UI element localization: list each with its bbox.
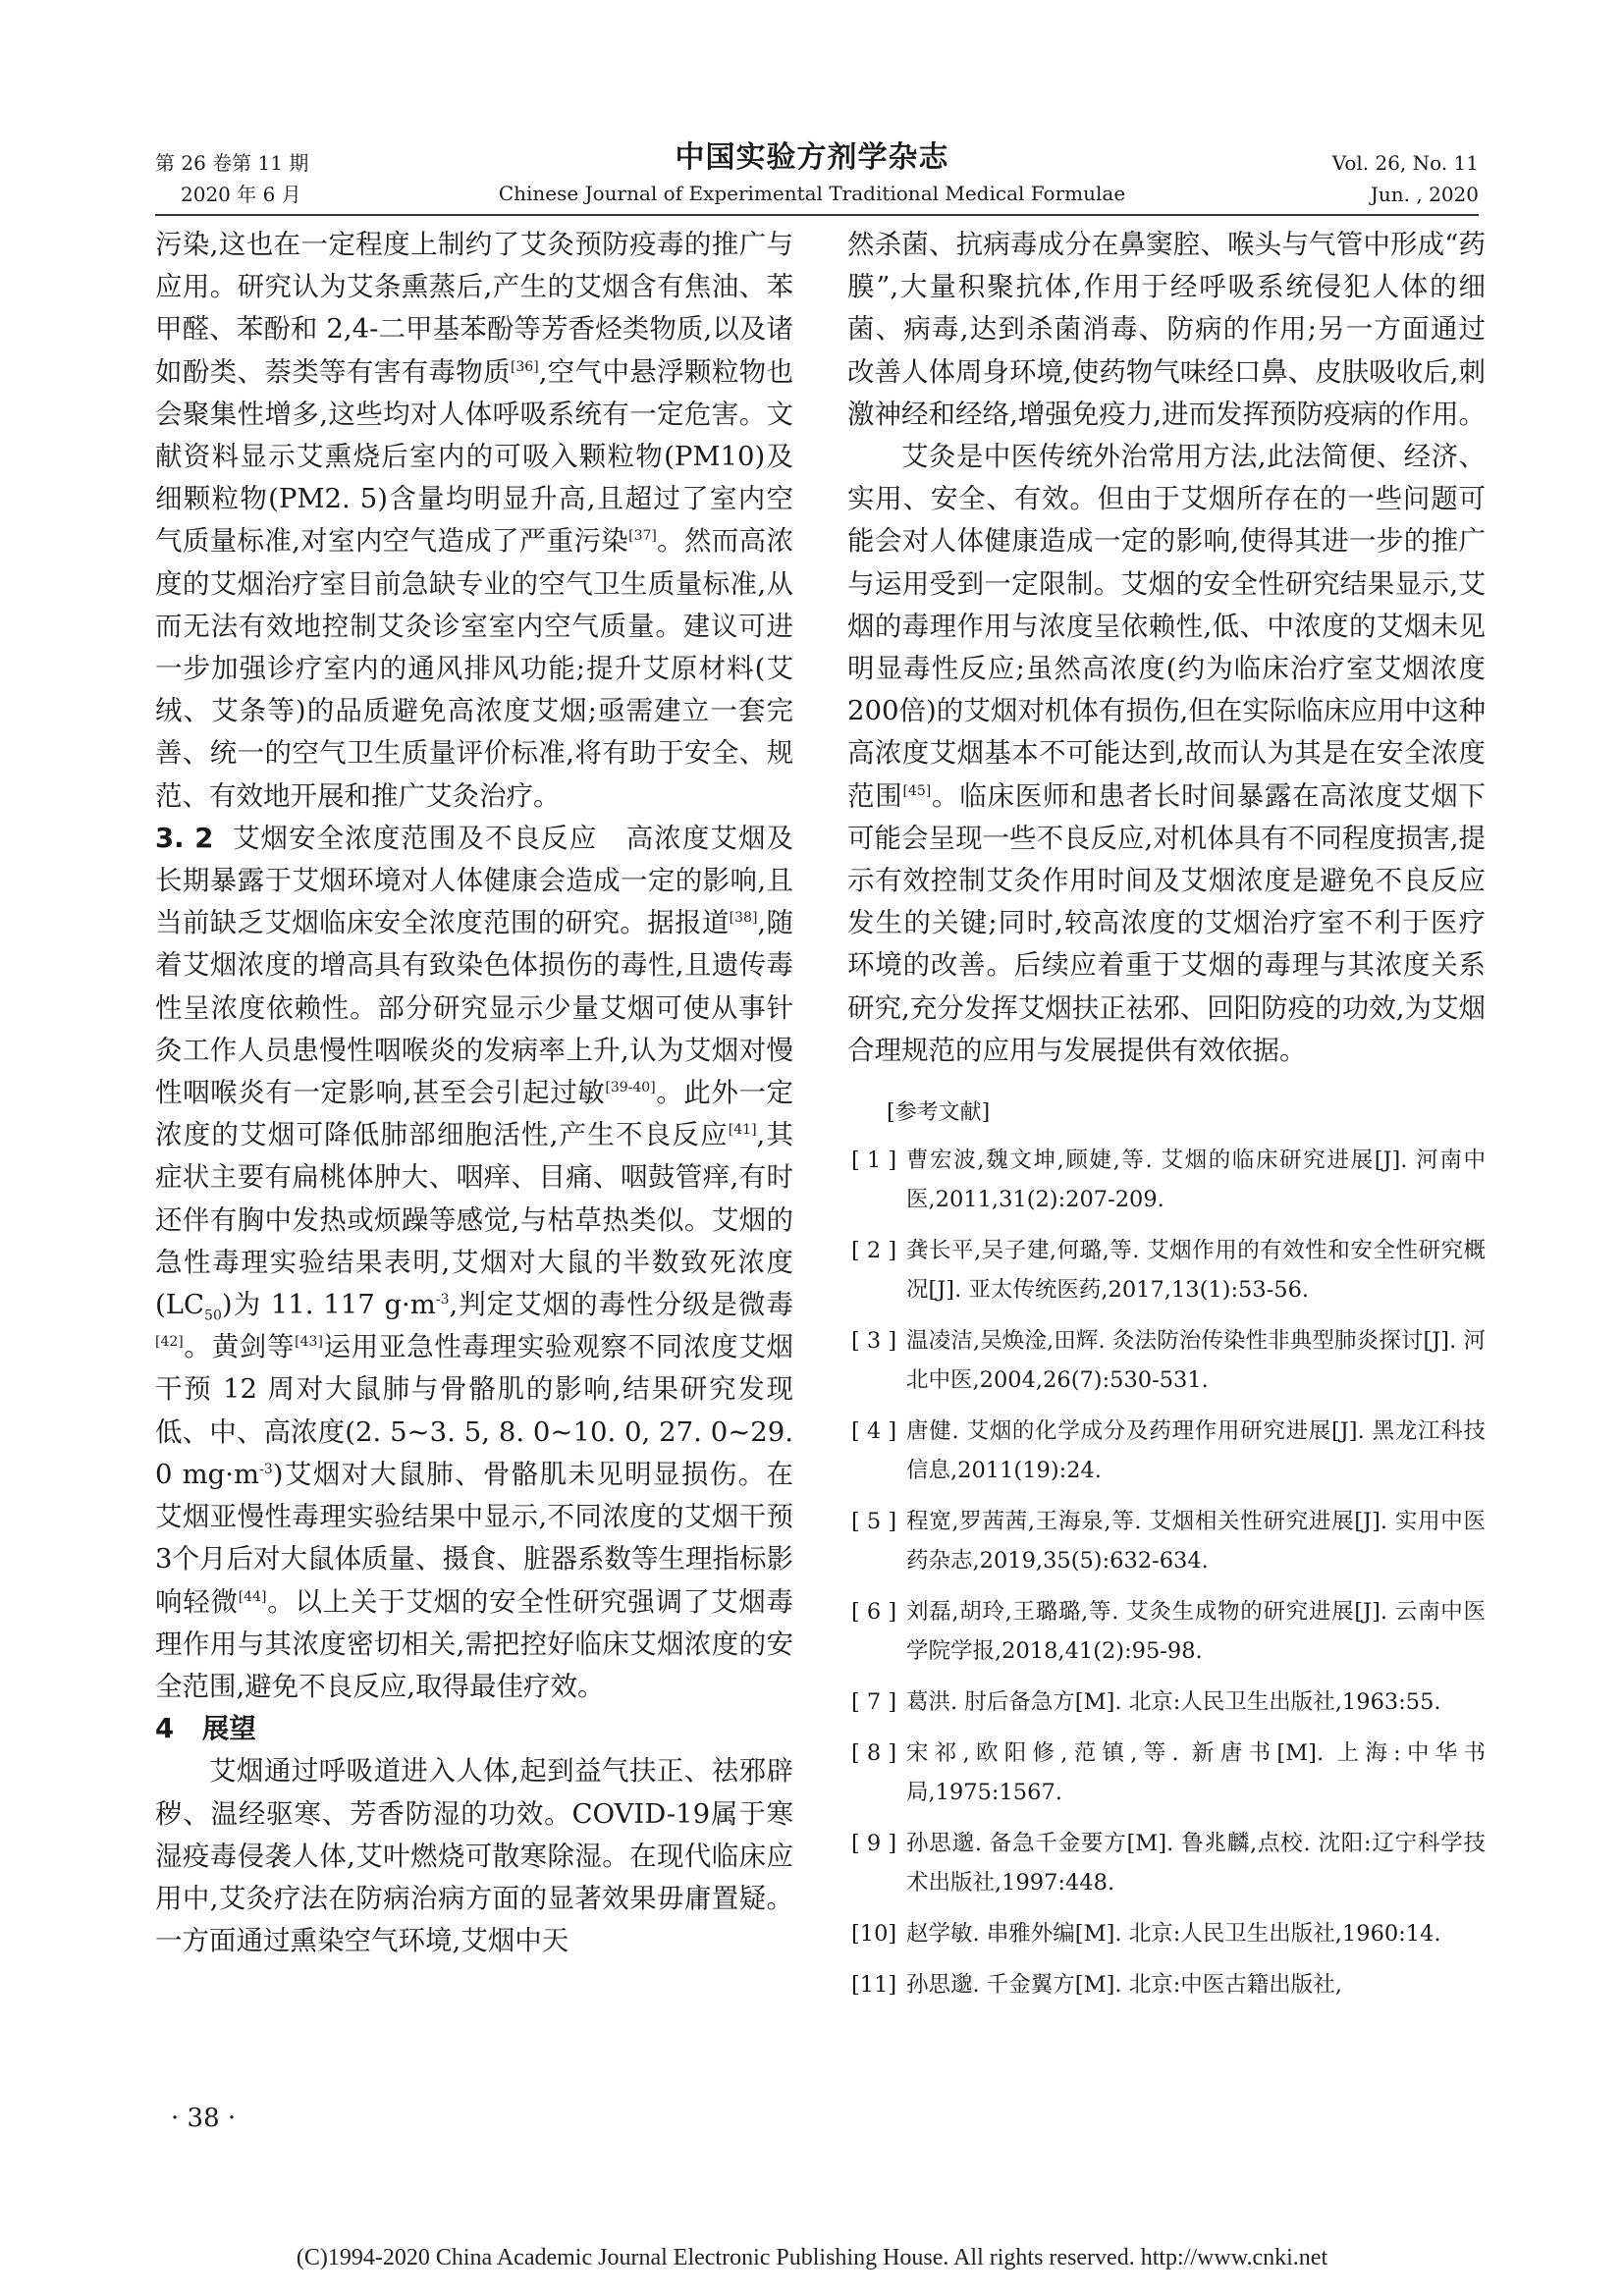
citation: [42]	[155, 1334, 184, 1351]
reference-number: [ 9 ]	[851, 1831, 897, 1857]
reference-item	[847, 1321, 1486, 1400]
text-run: ,空气中悬浮颗粒物也会聚集性增多,这些均对人体呼吸系统有一定危害。文献资料显示艾熏烧后室内的可吸入颗粒物(PM10)及细颗粒物(PM2. 5)含量均明显升高,且超过了室内空气质量标准,对室内空气造成了严重污染	[155, 355, 793, 558]
exponent: -3	[259, 1461, 273, 1477]
header-volume-en: Vol. 26, No. 11	[1331, 151, 1479, 175]
header-center	[432, 137, 1192, 208]
citation: [39-40]	[605, 1079, 656, 1095]
citation: [36]	[510, 358, 539, 375]
header-rule	[155, 214, 1479, 216]
reference-text: 孙思邈. 千金翼方[M]. 北京:中医古籍出版社,	[906, 1972, 1342, 1999]
reference-text: 曹宏波,魏文坤,顾婕,等. 艾烟的临床研究进展[J]. 河南中医,2011,31(2):207-209.	[906, 1148, 1486, 1213]
header-left	[155, 147, 308, 210]
text-run: 。黄剑等	[183, 1331, 296, 1363]
header-right	[1332, 147, 1479, 210]
reference-item	[847, 1592, 1486, 1671]
reference-text: 温凌洁,吴焕淦,田辉. 灸法防治传染性非典型肺炎探讨[J]. 河北中医,2004,26(7):530-531.	[906, 1328, 1486, 1394]
section-title: 展望	[201, 1713, 256, 1745]
reference-text: 宋祁,欧阳修,范镇,等. 新唐书[M]. 上海:中华书局,1975:1567.	[906, 1740, 1486, 1806]
reference-number: [ 2 ]	[851, 1238, 897, 1264]
section-3-2-paragraph	[155, 818, 793, 1708]
citation: [38]	[729, 910, 758, 927]
reference-item	[847, 1412, 1486, 1490]
reference-number: [ 8 ]	[851, 1740, 897, 1767]
reference-item	[847, 1734, 1486, 1812]
reference-number: [ 3 ]	[851, 1328, 897, 1355]
text-run: 。以上关于艾烟的安全性研究强调了艾烟毒理作用与其浓度密切相关,需把控好临床艾烟浓度的安全范围,避免不良反应,取得最佳疗效。	[155, 1585, 794, 1702]
reference-number: [11]	[851, 1972, 897, 1999]
text-run: )艾烟对大鼠肺、骨骼肌未见明显损伤。在艾烟亚慢性毒理实验结果中显示,不同浓度的艾烟干预3个月后对大鼠体质量、摄食、脏器系数等生理指标影响轻微	[155, 1458, 793, 1618]
citation: [44]	[238, 1588, 267, 1605]
page-number: · 38 ·	[171, 2104, 237, 2133]
journal-title-en: Chinese Journal of Experimental Traditional Medical Formulae	[498, 182, 1126, 205]
header-date-en: Jun. , 2020	[1370, 183, 1479, 206]
citation: [37]	[628, 528, 657, 545]
text-run: 。临床医师和患者长时间暴露在高浓度艾烟下可能会呈现一些不良反应,对机体具有不同程度损害,提示有效控制艾灸作用时间及艾烟浓度是避免不良反应发生的关键;同时,较高浓度的艾烟治疗室不利于医疗环境的改善。后续应着重于艾烟的毒理与其浓度关系研究,充分发挥艾烟扶正祛邪、回阳防疫的功效,为艾烟合理规范的应用与发展提供有效依据。	[847, 779, 1487, 1066]
reference-list	[847, 1141, 1486, 2004]
text-run: 。此外一定浓度的艾烟可降低肺部细胞活性,产生不良反应	[155, 1077, 794, 1151]
text-run: 运用亚急性毒理实验观察不同浓度艾烟干预 12 周对大鼠肺与骨骼肌的影响,结果研究发现低、中、高浓度(2. 5~3. 5, 8. 0~10. 0, 27. 0~29. 0 mg·m	[155, 1331, 794, 1490]
reference-text: 赵学敏. 串雅外编[M]. 北京:人民卫生出版社,1960:14.	[906, 1921, 1441, 1948]
reference-item	[847, 1914, 1486, 1953]
reference-item	[847, 1502, 1486, 1580]
left-column	[155, 224, 793, 1962]
section-number: 4	[155, 1713, 175, 1745]
reference-item	[847, 1965, 1486, 2004]
reference-number: [ 6 ]	[851, 1599, 897, 1626]
reference-text: 龚长平,吴子建,何璐,等. 艾烟作用的有效性和安全性研究概况[J]. 亚太传统医药,2017,13(1):53-56.	[906, 1238, 1486, 1304]
reference-item	[847, 1231, 1486, 1309]
exponent: -3	[435, 1291, 450, 1308]
subscript: 50	[204, 1308, 222, 1324]
reference-number: [ 7 ]	[851, 1689, 897, 1716]
section-number: 3. 2	[155, 822, 214, 854]
text-run: 污染,这也在一定程度上制约了艾灸预防疫毒的推广与应用。研究认为艾条熏蒸后,产生的艾烟含有焦油、苯甲醛、苯酚和 2,4-二甲基苯酚等芳香烃类物质,以及诸如酚类、萘类等有害有毒物质	[155, 229, 793, 388]
paragraph-outlook-continued: 然杀菌、抗病毒成分在鼻窦腔、喉头与气管中形成“药膜”,大量积聚抗体,作用于经呼吸系统侵犯人体的细菌、病毒,达到杀菌消毒、防病的作用;另一方面通过改善人体周身环境,使药物气味经口鼻、皮肤吸收后,刺激神经和经络,增强免疫力,进而发挥预防疫病的作用。	[847, 229, 1486, 430]
paragraph-outlook: 艾烟通过呼吸道进入人体,起到益气扶正、祛邪辟秽、温经驱寒、芳香防湿的功效。COVID-19属于寒湿疫毒侵袭人体,艾叶燃烧可散寒除湿。在现代临床应用中,艾灸疗法在防病治病方面的显著效果毋庸置疑。一方面通过熏染空气环境,艾烟中天	[155, 1755, 793, 1957]
header-volume-issue: 第 26 卷第 11 期	[155, 151, 309, 175]
reference-text: 葛洪. 肘后备急方[M]. 北京:人民卫生出版社,1963:55.	[906, 1689, 1441, 1716]
text-run: 。然而高浓度的艾烟治疗室目前急缺专业的空气卫生质量标准,从而无法有效地控制艾灸诊室室内空气质量。建议可进一步加强诊疗室内的通风排风功能;提升艾原材料(艾绒、艾条等)的品质避免高浓度艾烟;亟需建立一套完善、统一的空气卫生质量评价标准,将有助于安全、规范、有效地开展和推广艾灸治疗。	[155, 525, 793, 812]
paragraph-conclusion	[847, 436, 1486, 1072]
right-column	[847, 224, 1486, 2016]
reference-text: 刘磊,胡玲,王璐璐,等. 艾灸生成物的研究进展[J]. 云南中医学院学报,2018,41(2):95-98.	[906, 1599, 1486, 1665]
text-run: 艾灸是中医传统外治常用方法,此法简便、经济、实用、安全、有效。但由于艾烟所存在的一些问题可能会对人体健康造成一定的影响,使得其进一步的推广与运用受到一定限制。艾烟的安全性研究结果显示,艾烟的毒理作用与浓度呈依赖性,低、中浓度的艾烟未见明显毒性反应;虽然高浓度(约为临床治疗室艾烟浓度200倍)的艾烟对机体有损伤,但在实际临床应用中这种高浓度艾烟基本不可能达到,故而认为其是在安全浓度范围	[847, 441, 1486, 812]
reference-item	[847, 1141, 1486, 1219]
text-run: ,判定艾烟的毒性分级是微毒	[449, 1289, 793, 1321]
reference-text: 孙思邈. 备急千金要方[M]. 鲁兆麟,点校. 沈阳:辽宁科学技术出版社,1997:448.	[906, 1831, 1486, 1896]
section-4-heading	[155, 1708, 793, 1750]
reference-text: 程宽,罗茜茜,王海泉,等. 艾烟相关性研究进展[J]. 实用中医药杂志,2019,35(5):632-634.	[906, 1509, 1486, 1575]
reference-number: [ 1 ]	[851, 1148, 897, 1174]
reference-number: [ 4 ]	[851, 1418, 897, 1445]
reference-number: [10]	[851, 1921, 897, 1948]
reference-number: [ 5 ]	[851, 1509, 897, 1535]
reference-item	[847, 1824, 1486, 1902]
citation: [45]	[902, 782, 932, 799]
section-title: 艾烟安全浓度范围及不良反应	[232, 822, 598, 854]
header-date: 2020 年 6 月	[181, 183, 301, 206]
reference-text: 唐健. 艾烟的化学成分及药理作用研究进展[J]. 黑龙江科技信息,2011(19):24.	[906, 1418, 1486, 1484]
journal-title-zh: 中国实验方剂学杂志	[675, 140, 949, 175]
references-title: [参考文献]	[887, 1100, 991, 1126]
paragraph-pollution	[155, 224, 793, 818]
text-run: )为 11. 117 g·m	[221, 1289, 436, 1321]
citation: [43]	[295, 1334, 323, 1351]
text-run: ,其症状主要有扁桃体肿大、咽痒、目痛、咽鼓管痒,有时还伴有胸中发热或烦躁等感觉,与枯草热类似。艾烟的急性毒理实验结果表明,艾烟对大鼠的半数致死浓度(LC	[155, 1119, 793, 1321]
reference-item	[847, 1682, 1486, 1722]
text-run: ,随着艾烟浓度的增高具有致染色体损伤的毒性,且遗传毒性呈浓度依赖性。部分研究显示少量艾烟可使从事针灸工作人员患慢性咽喉炎的发病率上升,认为艾烟对慢性咽喉炎有一定影响,甚至会引起过敏	[155, 907, 794, 1109]
citation: [41]	[728, 1122, 757, 1139]
text-run: 高浓度艾烟及长期暴露于艾烟环境对人体健康会造成一定的影响,且当前缺乏艾烟临床安全浓度范围的研究。据报道	[155, 822, 794, 939]
copyright-footer: (C)1994-2020 China Academic Journal Electronic Publishing House. All rights reserved. http://www.cnki.net	[296, 2245, 1328, 2270]
